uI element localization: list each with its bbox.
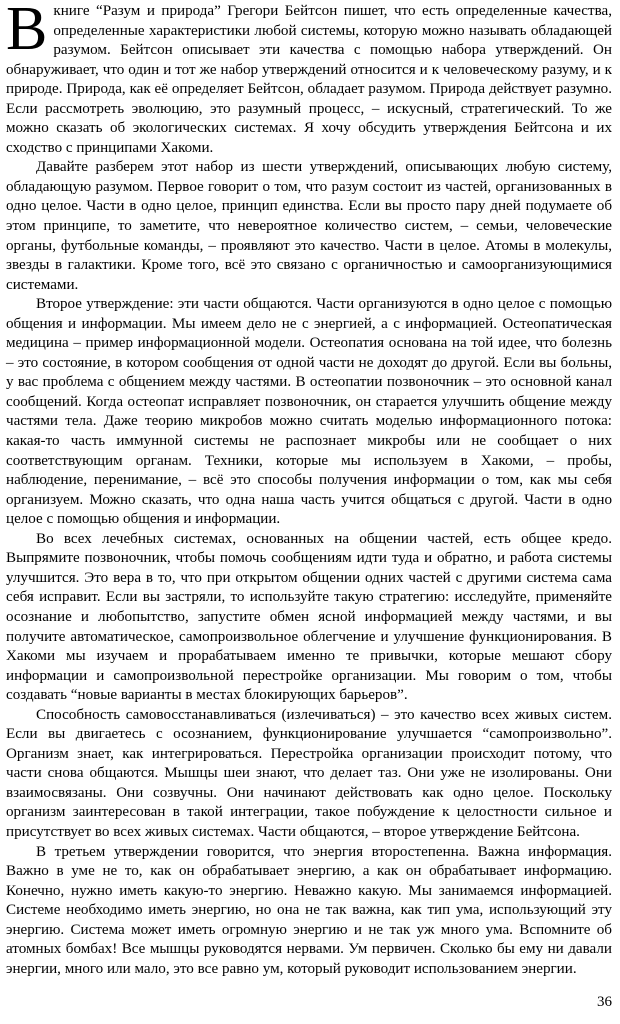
paragraph-3: Второе утверждение: эти части общаются. Части организуются в одно целое с помощью общения и информации. Мы имеем дело не с энергией, а с информацией. Остеопатическая медицина – пример информационной модели. Остеопатия основана на той идее, что болезнь – это состояние, в котором сообщения от одной части не доходят до другой. Если вы больны, у вас проблема с общением между частями. В остеопатии позвоночник – это основной канал сообщений. Когда остеопат исправляет позвоночник, он старается улучшить общение между частями тела. Даже теорию микробов можно считать моделью информационного потока: какая-то часть иммунной системы не распознает микробы или не сообщает о них соответствующим органам. Техники, которые мы используем в Хакоми, – пробы, наблюдение, перенимание, – всё это способы получения информации о том, как мы себя организуем. Можно сказать, что одна наша часть учится общаться с другой. Части в одно целое с помощью общения и информации. (6, 296, 612, 528)
paragraph-6: В третьем утверждении говорится, что энергия второстепенна. Важна информация. Важно в уме не то, как он обрабатывает энергию, а как он обрабатывает информацию. Конечно, нужно иметь какую-то энергию. Неважно какую. Мы занимаемся информацией. Системе необходимо иметь энергию, но она не так важна, как тип ума, использующий эту энергию. Система может иметь огромную энергию и не так уж много ума. Вспомните об атомных бомбах! Все мышцы руководятся нервами. Ум первичен. Сколько бы ему ни давали энергии, много или мало, это все равно ум, который руководит использованием энергии. (6, 843, 612, 977)
paragraph-1 (6, 2, 612, 158)
document-page (6, 2, 612, 979)
drop-cap-letter: В (6, 0, 48, 63)
paragraph-1-text: книге “Разум и природа” Грегори Бейтсон пишет, что есть определенные качества, определенные характеристики любой системы, которую можно называть обладающей разумом. Бейтсон описывает эти качества с помощью набора утверждений. Он обнаруживает, что один и тот же набор утверждений относится и к человеческому разуму, и к природе. Природа, как её определяет Бейтсон, обладает разумом. Природа действует разумно. Если рассмотреть эволюцию, это разумный процесс, – искусный, стратегический. То же можно сказать об экологических системах. Я хочу обсудить утверждения Бейтсона и их сходство с принципами Хакоми. (6, 3, 612, 156)
paragraph-5: Способность самовосстанавливаться (излечиваться) – это качество всех живых систем. Если вы двигаетесь с осознанием, функционирование улучшается “самопроизвольно”. Организм знает, как интегрироваться. Перестройка организации происходит потому, что части снова общаются. Мышцы шеи знают, что делает таз. Они уже не изолированы. Они взаимосвязаны. Они созвучны. Они начинают действовать как одно целое. Поскольку организм заинтересован в такой интеграции, такое побуждение к целостности сильное и присутствует во всех живых системах. Части общаются, – второе утверждение Бейтсона. (6, 706, 612, 840)
paragraph-4: Во всех лечебных системах, основанных на общении частей, есть общее кредо. Выпрямите позвоночник, чтобы помочь сообщениям идти туда и обратно, и работа системы улучшится. Это вера в то, что при открытом общении одних частей с другими система сама себя исправит. Если вы застряли, то используйте такую стратегию: исследуйте, применяйте осознание и любопытство, запустите обмен ясной информацией между частями, и вы получите автоматическое, самопроизвольное облегчение и улучшение функционирования. В Хакоми мы изучаем и прорабатываем именно те привычки, которые мешают сбору информации и самопроизвольной перестройке организации. Мы говорим о том, чтобы создавать “новые варианты в местах блокирующих барьеров”. (6, 530, 612, 704)
page-number: 36 (597, 994, 612, 1010)
paragraph-2: Давайте разберем этот набор из шести утверждений, описывающих любую систему, обладающую разумом. Первое говорит о том, что разум состоит из частей, организованных в одно целое. Части в одно целое, принцип единства. Если вы просто пару дней подумаете об этом принципе, то заметите, что невероятное количество систем, – семьи, человеческие органы, футбольные команды, – проявляют это качество. Части в целое. Атомы в молекулы, звезды в галактики. Кроме того, всё это связано с органичностью и самоорганизующимися системами. (6, 159, 612, 293)
